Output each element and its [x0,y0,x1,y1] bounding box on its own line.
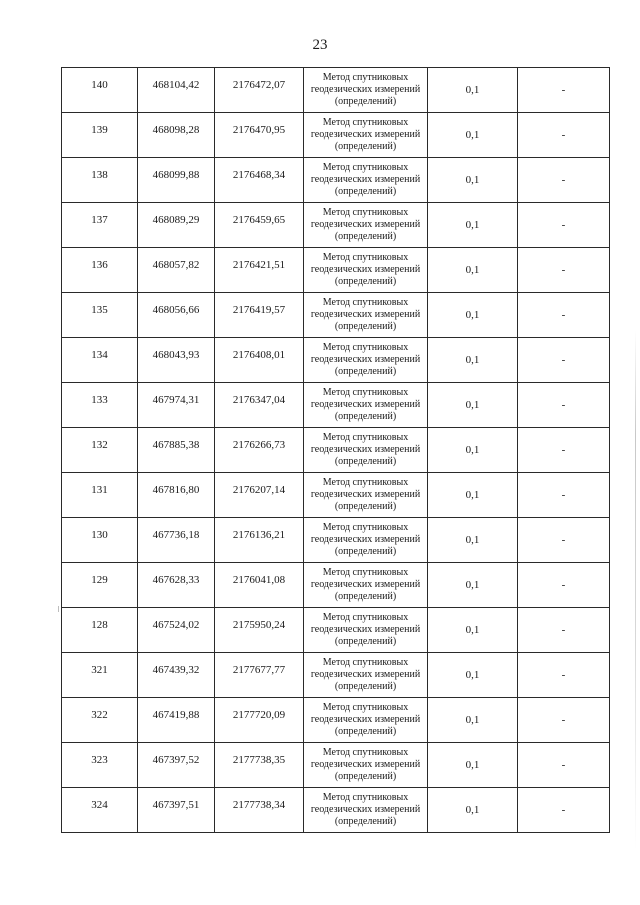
table-row [62,698,610,743]
method-line: геодезических измерений [310,219,421,230]
x-coordinate-cell: 467885,38 [138,428,215,473]
note-cell: - [518,608,610,653]
page-number: 23 [312,37,328,53]
method-line: геодезических измерений [310,714,421,725]
method-line: Метод спутниковых [322,387,409,398]
method-line: (определений) [334,231,397,242]
accuracy-cell: 0,1 [428,653,518,698]
method-cell [304,158,428,203]
method-line: Метод спутниковых [322,162,409,173]
x-coordinate-cell: 468056,66 [138,293,215,338]
method-cell [304,653,428,698]
method-line: (определений) [334,771,397,782]
accuracy-cell: 0,1 [428,563,518,608]
table-row [62,518,610,563]
point-number-cell: 140 [62,68,138,113]
point-number-cell: 129 [62,563,138,608]
accuracy-cell: 0,1 [428,743,518,788]
point-number-cell: 134 [62,338,138,383]
x-coordinate-cell: 468104,42 [138,68,215,113]
point-number-cell: 135 [62,293,138,338]
method-line: (определений) [334,96,397,107]
method-cell [304,383,428,428]
accuracy-cell: 0,1 [428,113,518,158]
table-row [62,563,610,608]
method-cell [304,428,428,473]
method-line: (определений) [334,276,397,287]
method-line: Метод спутниковых [322,612,409,623]
note-cell: - [518,113,610,158]
coordinates-table-body [62,68,610,833]
point-number-cell: 138 [62,158,138,203]
y-coordinate-cell: 2177738,35 [215,743,304,788]
method-cell [304,743,428,788]
x-coordinate-cell: 468098,28 [138,113,215,158]
method-line: геодезических измерений [310,174,421,185]
note-cell: - [518,743,610,788]
method-line: геодезических измерений [310,669,421,680]
method-cell [304,608,428,653]
method-line: геодезических измерений [310,354,421,365]
table-row [62,788,610,833]
method-line: геодезических измерений [310,309,421,320]
method-line: (определений) [334,411,397,422]
method-line: Метод спутниковых [322,522,409,533]
accuracy-cell: 0,1 [428,203,518,248]
table-row [62,743,610,788]
y-coordinate-cell: 2176470,95 [215,113,304,158]
note-cell: - [518,383,610,428]
y-coordinate-cell: 2176421,51 [215,248,304,293]
table-row [62,338,610,383]
scan-edge-mark [635,330,636,850]
scan-speck-mark [58,606,59,612]
method-line: геодезических измерений [310,489,421,500]
accuracy-cell: 0,1 [428,293,518,338]
method-line: геодезических измерений [310,759,421,770]
note-cell: - [518,788,610,833]
method-line: геодезических измерений [310,129,421,140]
method-line: Метод спутниковых [322,207,409,218]
method-cell [304,563,428,608]
accuracy-cell: 0,1 [428,68,518,113]
y-coordinate-cell: 2176136,21 [215,518,304,563]
y-coordinate-cell: 2176266,73 [215,428,304,473]
method-line: геодезических измерений [310,264,421,275]
note-cell: - [518,473,610,518]
x-coordinate-cell: 467397,52 [138,743,215,788]
y-coordinate-cell: 2177738,34 [215,788,304,833]
note-cell: - [518,293,610,338]
table-row [62,293,610,338]
y-coordinate-cell: 2176408,01 [215,338,304,383]
accuracy-cell: 0,1 [428,383,518,428]
note-cell: - [518,203,610,248]
x-coordinate-cell: 467816,80 [138,473,215,518]
method-line: (определений) [334,726,397,737]
x-coordinate-cell: 467439,32 [138,653,215,698]
method-line: Метод спутниковых [322,477,409,488]
note-cell: - [518,563,610,608]
method-line: (определений) [334,321,397,332]
y-coordinate-cell: 2176468,34 [215,158,304,203]
method-cell [304,203,428,248]
accuracy-cell: 0,1 [428,473,518,518]
method-cell [304,248,428,293]
method-line: (определений) [334,546,397,557]
accuracy-cell: 0,1 [428,338,518,383]
method-line: Метод спутниковых [322,792,409,803]
table-row [62,203,610,248]
method-cell [304,68,428,113]
y-coordinate-cell: 2176419,57 [215,293,304,338]
method-cell [304,473,428,518]
point-number-cell: 136 [62,248,138,293]
x-coordinate-cell: 467524,02 [138,608,215,653]
method-line: геодезических измерений [310,579,421,590]
accuracy-cell: 0,1 [428,248,518,293]
y-coordinate-cell: 2176472,07 [215,68,304,113]
y-coordinate-cell: 2176459,65 [215,203,304,248]
accuracy-cell: 0,1 [428,518,518,563]
method-cell [304,698,428,743]
method-line: Метод спутниковых [322,117,409,128]
y-coordinate-cell: 2177677,77 [215,653,304,698]
x-coordinate-cell: 468043,93 [138,338,215,383]
note-cell: - [518,428,610,473]
y-coordinate-cell: 2176207,14 [215,473,304,518]
point-number-cell: 322 [62,698,138,743]
accuracy-cell: 0,1 [428,428,518,473]
table-row [62,428,610,473]
table-row [62,383,610,428]
method-line: Метод спутниковых [322,252,409,263]
x-coordinate-cell: 468099,88 [138,158,215,203]
method-cell [304,338,428,383]
x-coordinate-cell: 468089,29 [138,203,215,248]
note-cell: - [518,158,610,203]
x-coordinate-cell: 467419,88 [138,698,215,743]
method-line: Метод спутниковых [322,297,409,308]
table-row [62,608,610,653]
note-cell: - [518,248,610,293]
method-line: Метод спутниковых [322,702,409,713]
method-cell [304,518,428,563]
coordinates-table [61,67,610,833]
x-coordinate-cell: 467974,31 [138,383,215,428]
point-number-cell: 324 [62,788,138,833]
method-line: (определений) [334,456,397,467]
point-number-cell: 321 [62,653,138,698]
y-coordinate-cell: 2176041,08 [215,563,304,608]
method-line: Метод спутниковых [322,342,409,353]
accuracy-cell: 0,1 [428,788,518,833]
point-number-cell: 133 [62,383,138,428]
method-line: (определений) [334,681,397,692]
method-line: (определений) [334,366,397,377]
method-line: Метод спутниковых [322,657,409,668]
note-cell: - [518,653,610,698]
method-line: геодезических измерений [310,84,421,95]
method-line: (определений) [334,501,397,512]
accuracy-cell: 0,1 [428,158,518,203]
method-line: (определений) [334,591,397,602]
note-cell: - [518,698,610,743]
method-cell [304,293,428,338]
y-coordinate-cell: 2177720,09 [215,698,304,743]
method-line: (определений) [334,186,397,197]
point-number-cell: 323 [62,743,138,788]
method-line: Метод спутниковых [322,72,409,83]
point-number-cell: 139 [62,113,138,158]
note-cell: - [518,518,610,563]
x-coordinate-cell: 467628,33 [138,563,215,608]
point-number-cell: 131 [62,473,138,518]
method-line: геодезических измерений [310,804,421,815]
method-line: Метод спутниковых [322,747,409,758]
point-number-cell: 130 [62,518,138,563]
table-row [62,113,610,158]
table-row [62,473,610,518]
method-line: геодезических измерений [310,534,421,545]
x-coordinate-cell: 467397,51 [138,788,215,833]
y-coordinate-cell: 2176347,04 [215,383,304,428]
method-cell [304,113,428,158]
x-coordinate-cell: 467736,18 [138,518,215,563]
note-cell: - [518,338,610,383]
method-line: геодезических измерений [310,399,421,410]
accuracy-cell: 0,1 [428,698,518,743]
method-cell [304,788,428,833]
point-number-cell: 128 [62,608,138,653]
method-line: геодезических измерений [310,444,421,455]
accuracy-cell: 0,1 [428,608,518,653]
table-row [62,68,610,113]
table-row [62,158,610,203]
x-coordinate-cell: 468057,82 [138,248,215,293]
note-cell: - [518,68,610,113]
method-line: (определений) [334,636,397,647]
method-line: Метод спутниковых [322,567,409,578]
method-line: (определений) [334,141,397,152]
point-number-cell: 132 [62,428,138,473]
table-row [62,248,610,293]
method-line: (определений) [334,816,397,827]
method-line: Метод спутниковых [322,432,409,443]
table-row [62,653,610,698]
y-coordinate-cell: 2175950,24 [215,608,304,653]
point-number-cell: 137 [62,203,138,248]
method-line: геодезических измерений [310,624,421,635]
